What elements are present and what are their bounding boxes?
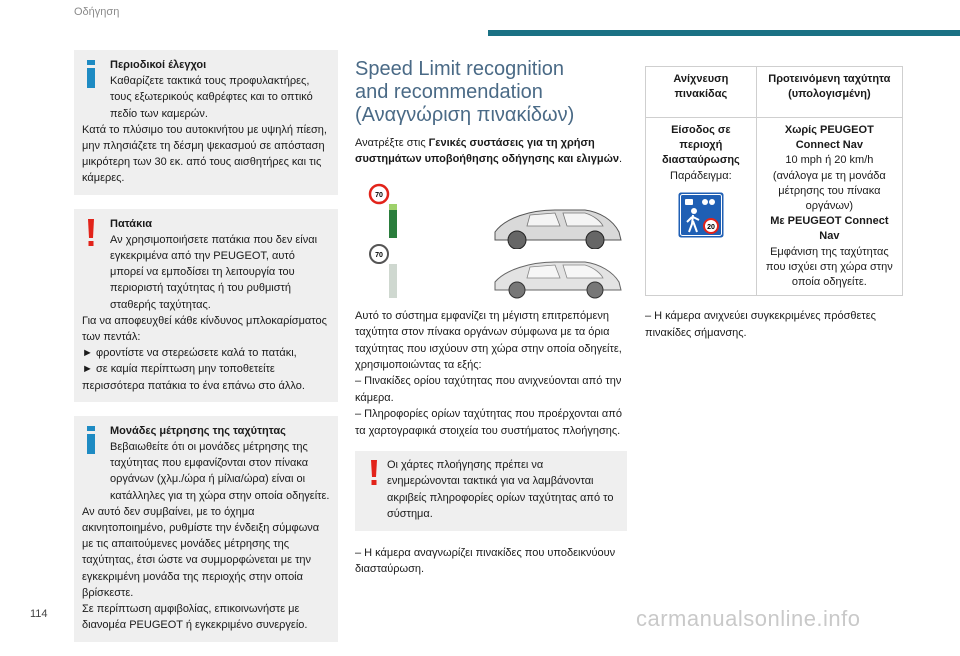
box-title: Πατάκια	[110, 217, 153, 230]
box-bullet: ► σε καμία περίπτωση μην τοποθετείτε περισσότερα πατάκια το ένα επάνω στο άλλο.	[82, 363, 305, 392]
section-title: Οδήγηση	[74, 6, 120, 18]
cell-example-label: Παράδειγμα:	[670, 169, 732, 182]
box-text: Βεβαιωθείτε ότι οι μονάδες μέτρησης της ταχύτητας που εμφανίζονται στον πίνακα οργάνων (χλμ./ώρα ή μίλια/ώρα) είναι οι κατάλληλες για τη χώρα στην οποία οδηγείτε.	[110, 441, 330, 502]
list-item: – Πληροφορίες ορίων ταχύτητας που προέρχονται από τα χαρτογραφικά στοιχεία του συστήματος πλοήγησης.	[355, 408, 622, 437]
info-icon	[82, 60, 100, 88]
warning-note-maps	[355, 451, 627, 531]
speed-sign-value: 70	[375, 191, 383, 199]
info-box-periodic-checks	[74, 50, 338, 195]
warning-icon	[82, 219, 100, 247]
box-text: Αν αυτό δεν συμβαίνει, με το όχημα ακινητοποιημένο, ρυθμίστε την ένδειξη σύμφωνα με τις απαιτούμενες μονάδες μέτρησης της ταχύτητας, έτσι ώστε να συμμορφώνεται με την εγκεκριμένη μονάδα της περιοχής στην οποία βρίσκεστε.	[82, 505, 320, 599]
box-title: Περιοδικοί έλεγχοι	[110, 59, 207, 71]
system-description: Αυτό το σύστημα εμφανίζει τη μέγιστη επιτρεπόμενη ταχύτητα στον πίνακα οργάνων σύμφωνα με τα όρια ταχύτητας που ισχύουν στη χώρα στην οποία οδηγείτε, χρησιμοποιώντας τα εξής:	[355, 309, 622, 372]
info-box-speed-units	[74, 416, 338, 642]
watermark: carmanualsonline.info	[636, 606, 861, 631]
table-cell-speed	[756, 118, 902, 296]
table-header-cell: Προτεινόμενη ταχύτητα (υπολογισμένη)	[756, 67, 902, 118]
cell-title: Χωρίς PEUGEOT Connect Nav	[784, 124, 874, 152]
info-icon	[82, 426, 100, 454]
note-text: Οι χάρτες πλοήγησης πρέπει να ενημερώνονται τακτικά για να λαμβάνονται ακριβείς πληροφορίες ορίων ταχύτητας από το σύστημα.	[387, 459, 614, 521]
table-header-row	[646, 67, 903, 118]
cell-title: Με PEUGEOT Connect Nav	[770, 215, 889, 243]
reference-link: Γενικές συστάσεις για τη χρήση συστημάτων υποβοήθησης οδήγησης και ελιγμών	[355, 137, 619, 166]
page-heading	[355, 58, 627, 127]
box-text: Καθαρίζετε τακτικά τους προφυλακτήρες, τους εξωτερικούς καθρέφτες και το οπτικό πεδίο των καμερών.	[110, 75, 313, 120]
page-number: 114	[30, 608, 48, 620]
warning-box-mats	[74, 209, 338, 402]
box-bullet: ► φροντίστε να στερεώσετε καλά το πατάκι,	[82, 347, 297, 360]
right-column	[645, 66, 903, 341]
cell-text: 10 mph ή 20 km/h (ανάλογα με τη μονάδα μέτρησης του πίνακα οργάνων)	[772, 154, 886, 213]
sign-speed-value: 20	[706, 223, 715, 231]
cell-text: Εμφάνιση της ταχύτητας που ισχύει στη χώρα στην οποία οδηγείτε.	[765, 245, 893, 289]
box-title: Μονάδες μέτρησης της ταχύτητας	[110, 424, 286, 437]
heading-line: and recommendation	[355, 81, 543, 103]
warning-icon	[367, 460, 381, 486]
reference-prefix: Ανατρέξτε στις	[355, 137, 429, 149]
box-text: Σε περίπτωση αμφιβολίας, επικοινωνήστε με διανομέα PEUGEOT ή εγκεκριμένο συνεργείο.	[82, 603, 308, 632]
speed-sign-car-illustration	[355, 180, 627, 300]
list-item: – Πινακίδες ορίου ταχύτητας που ανιχνεύονται από την κάμερα.	[355, 375, 622, 404]
box-text: Για να αποφευχθεί κάθε κίνδυνος μπλοκαρίσματος των πεντάλ:	[82, 314, 327, 344]
reference-text	[355, 135, 627, 168]
heading-line: Speed Limit recognition	[355, 58, 565, 80]
list-item: – Η κάμερα αναγνωρίζει πινακίδες που υποδεικνύουν διασταύρωση.	[355, 546, 616, 576]
list-item: – Η κάμερα ανιχνεύει συγκεκριμένες πρόσθετες πινακίδες σήμανσης.	[645, 310, 876, 339]
speed-sign-value: 70	[375, 251, 383, 259]
cell-title: Είσοδος σε περιοχή διασταύρωσης	[661, 124, 740, 167]
reference-suffix: .	[618, 153, 623, 166]
sign-speed-table	[645, 66, 903, 296]
table-cell-sign	[646, 118, 757, 296]
box-text: Κατά το πλύσιμο του αυτοκινήτου με υψηλή πίεση, μην πλησιάζετε τη δέσμη ψεκασμού σε απόσταση μικρότερη των 30 εκ. από τους αισθητήρες και τις κάμερες.	[82, 123, 327, 185]
box-text: Αν χρησιμοποιήσετε πατάκια που δεν είναι εγκεκριμένα από την PEUGEOT, αυτό μπορεί να εμποδίσει τη λειτουργία του περιοριστή ταχύτητας ή του ρυθμιστή σταθερής ταχύτητας.	[110, 233, 318, 311]
heading-line: (Αναγνώριση πινακίδων)	[355, 104, 575, 126]
table-header-cell: Ανίχνευση πινακίδας	[646, 67, 757, 118]
left-column	[74, 50, 338, 656]
header-accent-bar	[488, 30, 960, 36]
pedestrian-zone-sign-icon	[678, 192, 724, 238]
table-row	[646, 118, 903, 296]
middle-column	[355, 58, 627, 578]
